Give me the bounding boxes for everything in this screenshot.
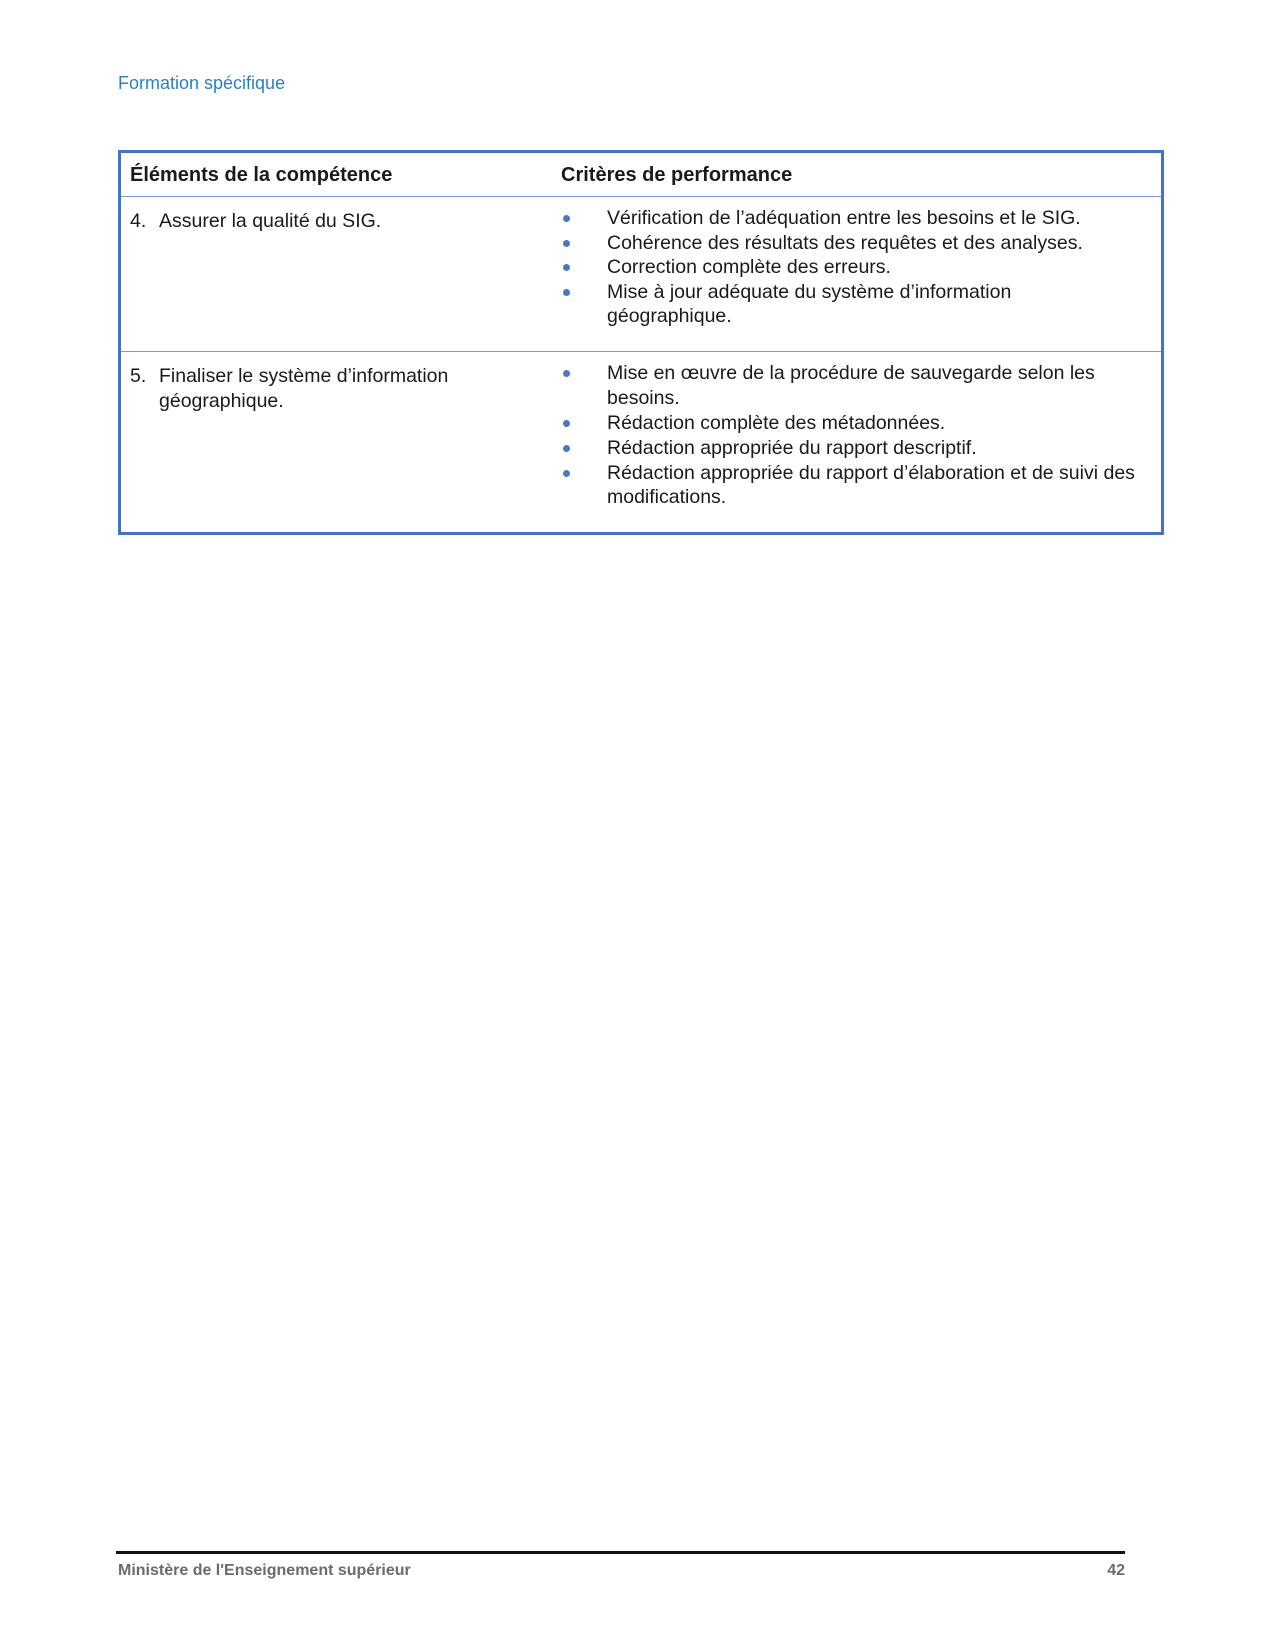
bullet-icon [561, 411, 607, 436]
criteria-item [561, 255, 1161, 280]
element-item [130, 361, 561, 413]
criteria-text: Mise à jour adéquate du système d’information géographique. [607, 280, 1012, 327]
criteria-item [561, 436, 1161, 461]
element-cell [121, 361, 561, 532]
element-number: 5. [130, 365, 147, 387]
column-header-elements: Éléments de la compétence [130, 164, 393, 186]
criteria-item [561, 461, 1161, 510]
criteria-item [561, 280, 1161, 329]
running-header: Formation spécifique [118, 73, 286, 93]
element-cell [121, 206, 561, 351]
element-item [130, 206, 561, 234]
bullet-icon [561, 280, 607, 329]
criteria-cell [561, 206, 1161, 351]
column-header-criteria: Critères de performance [561, 164, 793, 186]
footer-divider [116, 1551, 1125, 1554]
bullet-icon [561, 255, 607, 280]
criteria-text: Rédaction appropriée du rapport descriptif. [607, 436, 977, 459]
page-number: 42 [1107, 1562, 1125, 1579]
element-text: Assurer la qualité du SIG. [159, 210, 382, 232]
competence-table [118, 150, 1164, 535]
bullet-icon [561, 231, 607, 256]
criteria-item [561, 206, 1161, 231]
criteria-cell [561, 361, 1161, 532]
table-row [121, 352, 1161, 532]
table-row [121, 197, 1161, 352]
criteria-item [561, 231, 1161, 256]
criteria-item [561, 411, 1161, 436]
criteria-text: Correction complète des erreurs. [607, 256, 891, 278]
element-number: 4. [130, 210, 147, 232]
criteria-item [561, 361, 1161, 410]
bullet-icon [561, 436, 607, 461]
bullet-icon [561, 461, 607, 510]
table-header-row [121, 153, 1161, 197]
element-text: Finaliser le système d’information géographique. [159, 365, 449, 412]
criteria-list [561, 206, 1161, 329]
bullet-icon [561, 361, 607, 410]
criteria-text: Rédaction appropriée du rapport d’élaboration et de suivi des modifications. [607, 461, 1135, 508]
criteria-text: Mise en œuvre de la procédure de sauvegarde selon les besoins. [607, 362, 1095, 409]
bullet-icon [561, 206, 607, 231]
footer-organization: Ministère de l'Enseignement supérieur [118, 1562, 411, 1579]
criteria-list [561, 361, 1161, 510]
criteria-text: Vérification de l’adéquation entre les besoins et le SIG. [607, 207, 1081, 229]
criteria-text: Cohérence des résultats des requêtes et des analyses. [607, 231, 1083, 254]
criteria-text: Rédaction complète des métadonnées. [607, 411, 946, 434]
